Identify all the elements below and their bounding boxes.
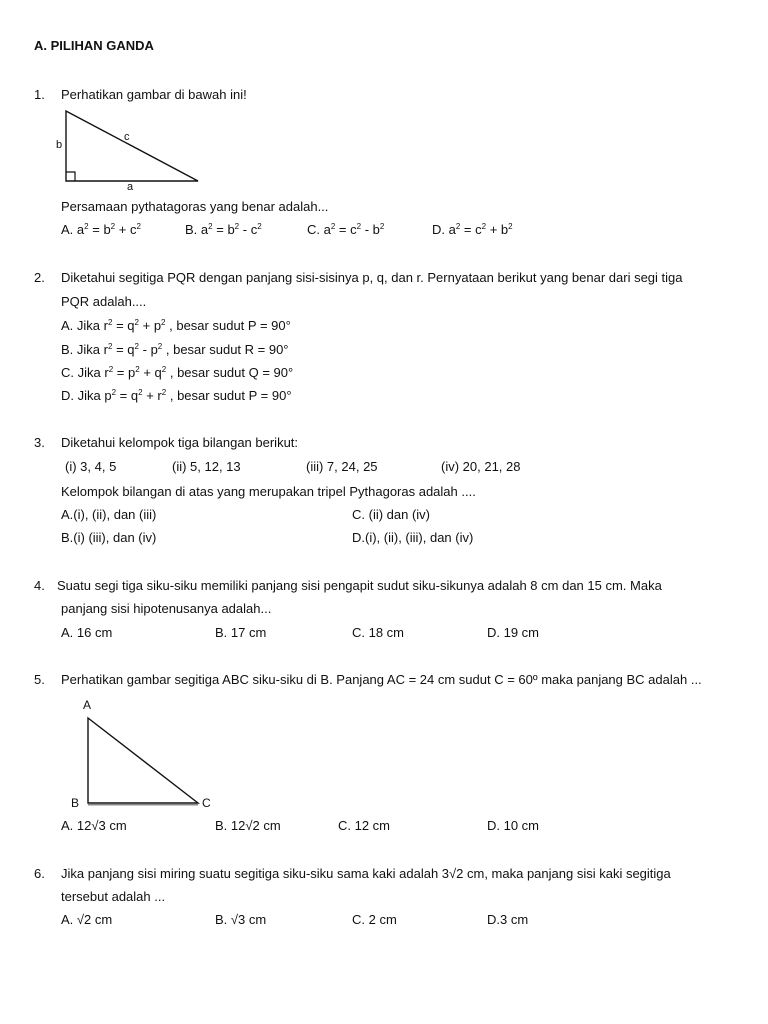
section-title: A. PILIHAN GANDA (34, 38, 154, 53)
q1-label-c: c (124, 131, 130, 143)
q1-label-b: b (56, 139, 63, 151)
q5-option-d: D. 10 cm (487, 818, 540, 833)
q5-label-c: C (202, 796, 211, 810)
q3-option-d: D.(i), (ii), (iii), dan (iv) (352, 530, 474, 545)
q5-option-c: C. 12 cm (338, 818, 391, 833)
q4-text-line1: Suatu segi tiga siku-siku memiliki panjang sisi pengapit sudut siku-sikunya adalah 8 cm dan 15 cm. Maka (57, 578, 662, 593)
q1-option-a: A. $a^2 = b^2 + c^2$ (61, 222, 141, 237)
q6-text-line2: tersebut adalah ... (61, 889, 166, 904)
q5-triangle (88, 718, 198, 803)
q3-group-i: (i) 3, 4, 5 (65, 459, 117, 474)
q3-option-b: B.(i) (iii), dan (iv) (61, 530, 157, 545)
q4-option-b: B. 17 cm (215, 625, 267, 640)
q3-group-iv: (iv) 20, 21, 28 (441, 459, 521, 474)
q3-number: 3. (34, 435, 45, 450)
q4-text-line2: panjang sisi hipotenusanya adalah... (61, 601, 272, 616)
q6-option-d: D.3 cm (487, 912, 529, 927)
q1-label-a: a (127, 181, 134, 193)
q4-option-c: C. 18 cm (352, 625, 405, 640)
q5-option-a: A. 12√3 cm (61, 818, 127, 833)
q2-text-line1: Diketahui segitiga PQR dengan panjang sisi-sisinya p, q, dan r. Pernyataan berikut yang benar dari segi tiga (61, 270, 683, 285)
q6-option-c: C. 2 cm (352, 912, 397, 927)
q3-group-iii: (iii) 7, 24, 25 (306, 459, 378, 474)
q5-label-a: A (83, 698, 92, 712)
q6-option-a: A. √2 cm (61, 912, 113, 927)
q1-prompt: Persamaan pythatagoras yang benar adalah... (61, 199, 329, 214)
q5-option-b: B. 12√2 cm (215, 818, 281, 833)
q4-option-d: D. 19 cm (487, 625, 540, 640)
q5-text: Perhatikan gambar segitiga ABC siku-siku di B. Panjang AC = 24 cm sudut C = 60º maka panjang BC adalah ... (61, 672, 702, 687)
q1-option-c: C. $a^2 = c^2 - b^2$ (307, 222, 385, 237)
q2-number: 2. (34, 270, 45, 285)
q6-number: 6. (34, 866, 45, 881)
q2-text-line2: PQR adalah.... (61, 294, 147, 309)
q2-option-b: B. Jika $r^2 = q^2 - p^2$ , besar sudut R = 90° (61, 342, 289, 357)
q3-option-a: A.(i), (ii), dan (iii) (61, 507, 157, 522)
q3-prompt: Kelompok bilangan di atas yang merupakan tripel Pythagoras adalah .... (61, 484, 476, 499)
q1-option-d: D. $a^2 = c^2 + b^2$ (432, 222, 513, 237)
q2-option-a: A. Jika $r^2 = q^2 + p^2$ , besar sudut P = 90° (61, 318, 291, 333)
q3-option-c: C. (ii) dan (iv) (352, 507, 431, 522)
q5-label-b: B (71, 796, 80, 810)
q1-option-b: B. $a^2 = b^2 - c^2$ (185, 222, 262, 237)
q2-option-c: C. Jika $r^2 = p^2 + q^2$ , besar sudut Q = 90° (61, 365, 294, 380)
q3-group-ii: (ii) 5, 12, 13 (172, 459, 241, 474)
q4-option-a: A. 16 cm (61, 625, 113, 640)
q1-number: 1. (34, 87, 45, 102)
q2-option-d: D. Jika $p^2 = q^2 + r^2$ , besar sudut P = 90° (61, 388, 292, 403)
q1-text: Perhatikan gambar di bawah ini! (61, 87, 247, 102)
q6-option-b: B. √3 cm (215, 912, 267, 927)
q3-text: Diketahui kelompok tiga bilangan berikut: (61, 435, 299, 450)
q6-text-line1: Jika panjang sisi miring suatu segitiga siku-siku sama kaki adalah 3√2 cm, maka panjang sisi kaki segitiga (61, 866, 671, 881)
q4-number: 4. (34, 578, 45, 593)
q5-number: 5. (34, 672, 45, 687)
